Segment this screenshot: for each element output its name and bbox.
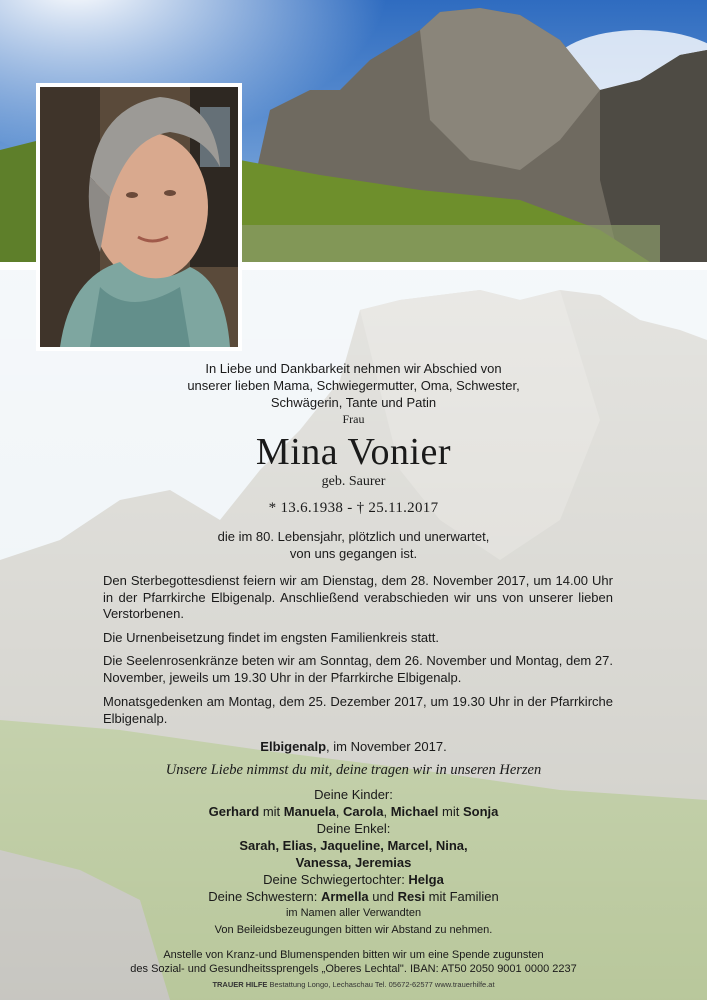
connector: mit: [259, 804, 284, 819]
separator: ,: [383, 804, 391, 819]
place-date: [0, 739, 707, 754]
partner-name: Sonja: [462, 804, 499, 819]
memorial-quote: Unsere Liebe nimmst du mit, deine tragen wir in unseren Herzen: [165, 762, 542, 778]
sisters-line: [0, 888, 707, 905]
daughter-in-law-name: Helga: [408, 872, 444, 887]
grandchildren-label: Deine Enkel:: [316, 821, 391, 836]
place-date-suffix: , im November 2017.: [326, 739, 447, 754]
place-name: Elbigenalp: [260, 739, 327, 754]
relatives-line: im Namen aller Verwandten: [285, 907, 422, 919]
family-list: [0, 786, 707, 922]
separator: ,: [335, 804, 344, 819]
connector: mit: [438, 804, 463, 819]
life-dates: * 13.6.1938 - † 25.11.2017: [268, 500, 439, 516]
child-name: Gerhard: [208, 804, 260, 819]
children-label: Deine Kinder:: [314, 787, 393, 802]
donation-line: des Sozial- und Gesundheitssprengels „Oberes Lechtal". IBAN: AT50 2050 9001 0000 2237: [130, 963, 577, 975]
donation-note: [0, 948, 707, 976]
intro-line: Schwägerin, Tante und Patin: [270, 395, 437, 410]
paragraph-memorial: Monatsgedenken am Montag, dem 25. Dezember 2017, um 19.30 Uhr in der Pfarrkirche Elbigenalp.: [103, 694, 613, 726]
age-line: die im 80. Lebensjahr, plötzlich und unerwartet,: [217, 529, 490, 544]
condolence-note: Von Beileidsbezeugungen bitten wir Abstand zu nehmen.: [214, 924, 493, 936]
connector: und: [368, 889, 398, 904]
footer-text: Bestattung Longo, Lechaschau Tel. 05672-62577 www.trauerhilfe.at: [267, 980, 495, 989]
intro-text: [0, 360, 707, 411]
age-line: von uns gegangen ist.: [289, 546, 418, 561]
grandchildren-line: [0, 854, 707, 871]
children-line: [0, 803, 707, 820]
child-name: Michael: [390, 804, 439, 819]
daughter-in-law-line: [0, 871, 707, 888]
sisters-suffix: mit Familien: [425, 889, 499, 904]
partner-name: Manuela: [283, 804, 336, 819]
paragraph-urn: Die Urnenbeisetzung findet im engsten Familienkreis statt.: [103, 630, 439, 645]
grandchildren-line: [0, 837, 707, 854]
daughter-in-law-label: Deine Schwiegertochter:: [263, 872, 409, 887]
footer-undertaker: [0, 980, 707, 989]
child-name: Carola: [343, 804, 384, 819]
sisters-label: Deine Schwestern:: [208, 889, 321, 904]
grandchildren-names: Sarah, Elias, Jaqueline, Marcel, Nina,: [239, 838, 468, 853]
donation-line: Anstelle von Kranz-und Blumenspenden bitten wir um eine Spende zugunsten: [163, 949, 544, 961]
paragraph-funeral: Den Sterbegottesdienst feiern wir am Dienstag, dem 28. November 2017, um 14.00 Uhr in der Pfarrkirche Elbigenalp. Anschließend verabschieden wir uns von unserer lieben Verstorbenen.: [103, 573, 613, 621]
sister-name: Armella: [320, 889, 369, 904]
deceased-name: Mina Vonier: [255, 431, 452, 473]
title-frau: Frau: [342, 412, 365, 426]
intro-line: unserer lieben Mama, Schwiegermutter, Oma, Schwester,: [187, 378, 520, 393]
paragraph-rosary: Die Seelenrosenkränze beten wir am Sonntag, dem 26. November und Montag, dem 27. November, jeweils um 19.30 Uhr in der Pfarrkirche Elbigenalp.: [103, 653, 613, 685]
footer-brand: TRAUER HILFE: [212, 980, 268, 989]
intro-line: In Liebe und Dankbarkeit nehmen wir Abschied von: [205, 361, 502, 376]
grandchildren-names: Vanessa, Jeremias: [295, 855, 412, 870]
age-text: [0, 528, 707, 562]
maiden-name: geb. Saurer: [321, 474, 386, 489]
sister-name: Resi: [397, 889, 426, 904]
